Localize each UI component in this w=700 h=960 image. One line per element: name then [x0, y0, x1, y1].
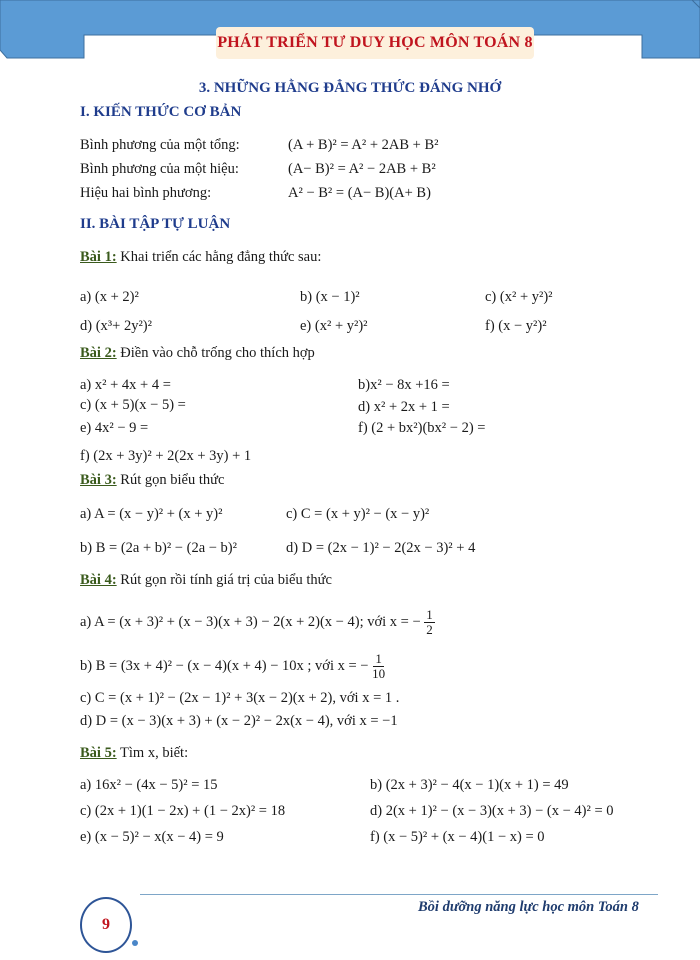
exercise-item: a) x² + 4x + 4 = — [80, 377, 171, 393]
exercise-item: c) C = (x + 1)² − (2x − 1)² + 3(x − 2)(x + 2), với x = 1 . — [80, 690, 400, 706]
exercise-label: Bài 4: — [80, 572, 117, 588]
formula: (A + B)² = A² + 2AB + B² — [288, 137, 439, 153]
exercise-label: Bài 2: — [80, 345, 117, 361]
formula: (A− B)² = A² − 2AB + B² — [288, 161, 436, 177]
exercise-item: e) (x − 5)² − x(x − 4) = 9 — [80, 829, 224, 845]
exercise-prompt: Điền vào chỗ trống cho thích hợp — [120, 345, 315, 361]
exercise-item: b) (x − 1)² — [300, 289, 360, 305]
exercise-prompt: Rút gọn biểu thức — [120, 472, 225, 488]
fraction: $\frac{1}{10}$ — [372, 651, 386, 681]
exercise-item: a) 16x² − (4x − 5)² = 15 — [80, 777, 218, 793]
footer-divider — [140, 894, 658, 895]
formula-label: Hiệu hai bình phương: — [80, 185, 212, 201]
exercise-item: d) 2(x + 1)² − (x − 3)(x + 3) − (x − 4)² = 0 — [370, 803, 614, 819]
exercise-label: Bài 1: — [80, 249, 117, 265]
exercise-item: e) (x² + y²)² — [300, 318, 368, 334]
exercise-item: d) D = (2x − 1)² − 2(2x − 3)² + 4 — [286, 540, 476, 556]
section-title-basics: I. KIẾN THỨC CƠ BẢN — [80, 104, 242, 120]
exercise-item: d) D = (x − 3)(x + 3) + (x − 2)² − 2x(x − 4), với x = −1 — [80, 713, 398, 729]
section-title-exercises: II. BÀI TẬP TỰ LUẬN — [80, 216, 231, 232]
exercise-label: Bài 5: — [80, 745, 117, 761]
exercise-prompt: Tìm x, biết: — [120, 745, 189, 761]
exercise-item: f) (2x + 3y)² + 2(2x + 3y) + 1 — [80, 448, 252, 464]
formula-label: Bình phương của một tổng: — [80, 137, 240, 153]
exercise-item: a) A = (x − y)² + (x + y)² — [80, 506, 223, 522]
exercise-prompt: Rút gọn rồi tính giá trị của biểu thức — [120, 572, 332, 588]
fraction: $\frac{1}{2}$ — [426, 607, 433, 637]
book-title: PHÁT TRIỂN TƯ DUY HỌC MÔN TOÁN 8 — [216, 27, 534, 59]
exercise-item: c) C = (x + y)² − (x − y)² — [286, 506, 430, 522]
exercise-heading — [80, 249, 321, 266]
decorative-dot — [132, 940, 138, 946]
exercise-item: b) B = (3x + 4)² − (x − 4)(x + 4) − 10x ; với x = − $\frac{1}{10}$ — [80, 651, 386, 681]
formula-label: Bình phương của một hiệu: — [80, 161, 239, 177]
chapter-title: 3. NHỮNG HẰNG ĐẲNG THỨC ĐÁNG NHỚ — [198, 80, 502, 96]
exercise-heading — [80, 745, 188, 762]
exercise-heading — [80, 572, 332, 589]
exercise-item: d) x² + 2x + 1 = — [358, 399, 450, 415]
page-number: 9 — [80, 897, 132, 953]
exercise-heading — [80, 345, 315, 362]
exercise-item: b) B = (2a + b)² − (2a − b)² — [80, 540, 237, 556]
exercise-item: a) (x + 2)² — [80, 289, 139, 305]
exercise-item: c) (x + 5)(x − 5) = — [80, 397, 186, 413]
exercise-item: c) (x² + y²)² — [485, 289, 553, 305]
exercise-item: f) (2 + bx²)(bx² − 2) = — [358, 420, 486, 436]
formula: A² − B² = (A− B)(A+ B) — [288, 185, 431, 201]
exercise-item: b) (2x + 3)² − 4(x − 1)(x + 1) = 49 — [370, 777, 569, 793]
exercise-label: Bài 3: — [80, 472, 117, 488]
exercise-item: e) 4x² − 9 = — [80, 420, 149, 436]
exercise-item: d) (x³+ 2y²)² — [80, 318, 152, 334]
exercise-heading — [80, 472, 224, 489]
exercise-item: c) (2x + 1)(1 − 2x) + (1 − 2x)² = 18 — [80, 803, 286, 819]
exercise-prompt: Khai triển các hằng đẳng thức sau: — [120, 249, 322, 265]
exercise-item: f) (x − y²)² — [485, 318, 547, 334]
exercise-item: f) (x − 5)² + (x − 4)(1 − x) = 0 — [370, 829, 545, 845]
exercise-item: b)x² − 8x +16 = — [358, 377, 450, 393]
footer-text: Bồi dưỡng năng lực học môn Toán 8 — [418, 899, 639, 915]
exercise-item: a) A = (x + 3)² + (x − 3)(x + 3) − 2(x + 2)(x − 4); với x = − $\frac{1}{2}$ — [80, 607, 433, 637]
